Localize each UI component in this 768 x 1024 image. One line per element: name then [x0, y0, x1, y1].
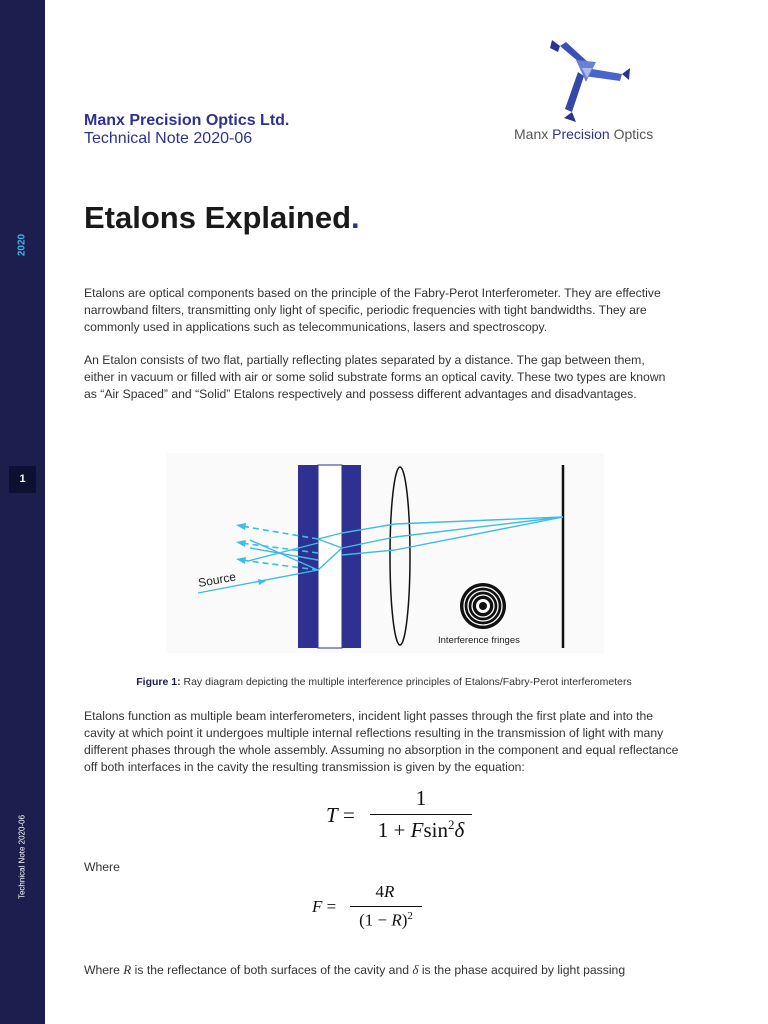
interferometer-paragraph: Etalons function as multiple beam interferometers, incident light passes through the first plate and into the cavity at which point it undergoes multiple internal reflections resulting in the transmission of light with many different phases through the whole assembly. Assuming no absorption in the component and equal reflectance off both interfaces in the cavity the resulting transmission is given by the equation:	[84, 709, 679, 774]
sidebar-year: 2020	[16, 233, 28, 257]
technical-note-label: Technical Note 2020-06	[84, 130, 253, 147]
logo-wordmark: Manx Precision Optics	[514, 126, 654, 142]
etalon-gap	[318, 465, 342, 648]
company-name: Manx Precision Optics Ltd.	[84, 112, 290, 129]
etalon-ray-diagram	[166, 453, 604, 653]
manx-triskelion-logo-icon	[540, 38, 632, 124]
intro-paragraph: Etalons are optical components based on the principle of the Fabry-Perot Interferometer. They are effective narrowband filters, transmitting only light of specific, periodic frequencies with tight bandwidths. They are commonly used in applications such as telecommunications, lasers and spectroscopy.	[84, 286, 661, 334]
transmission-equation: T = 1 1 + Fsin$^2$δ	[326, 786, 476, 846]
page-title: Etalons Explained.	[84, 200, 360, 235]
figure-caption: Figure 1: Ray diagram depicting the multiple interference principles of Etalons/Fabry-Perot interferometers	[136, 676, 632, 688]
etalon-structure-paragraph: An Etalon consists of two flat, partially reflecting plates separated by a distance. The gap between them, either in vacuum or filled with air or some solid substrate forms an optical cavity. These two types are known as “Air Spaced” and “Solid” Etalons respectively and possess different advantages and disadvantages.	[84, 353, 666, 401]
source-label: Source	[197, 569, 237, 590]
interference-fringes-icon	[460, 583, 506, 629]
variable-definition-paragraph: Where R is the reflectance of both surfaces of the cavity and δ is the phase acquired by light passing	[84, 962, 626, 977]
page-number-badge: 1	[9, 466, 36, 493]
sidebar	[0, 0, 45, 1024]
coefficient-of-finesse-equation: F = 4R $(1 - R)^2$	[312, 880, 432, 940]
where-label: Where	[84, 860, 120, 874]
fringes-label: Interference fringes	[438, 635, 520, 646]
sidebar-document-label: Technical Note 2020-06	[17, 814, 27, 900]
etalon-plate-right	[342, 465, 361, 648]
